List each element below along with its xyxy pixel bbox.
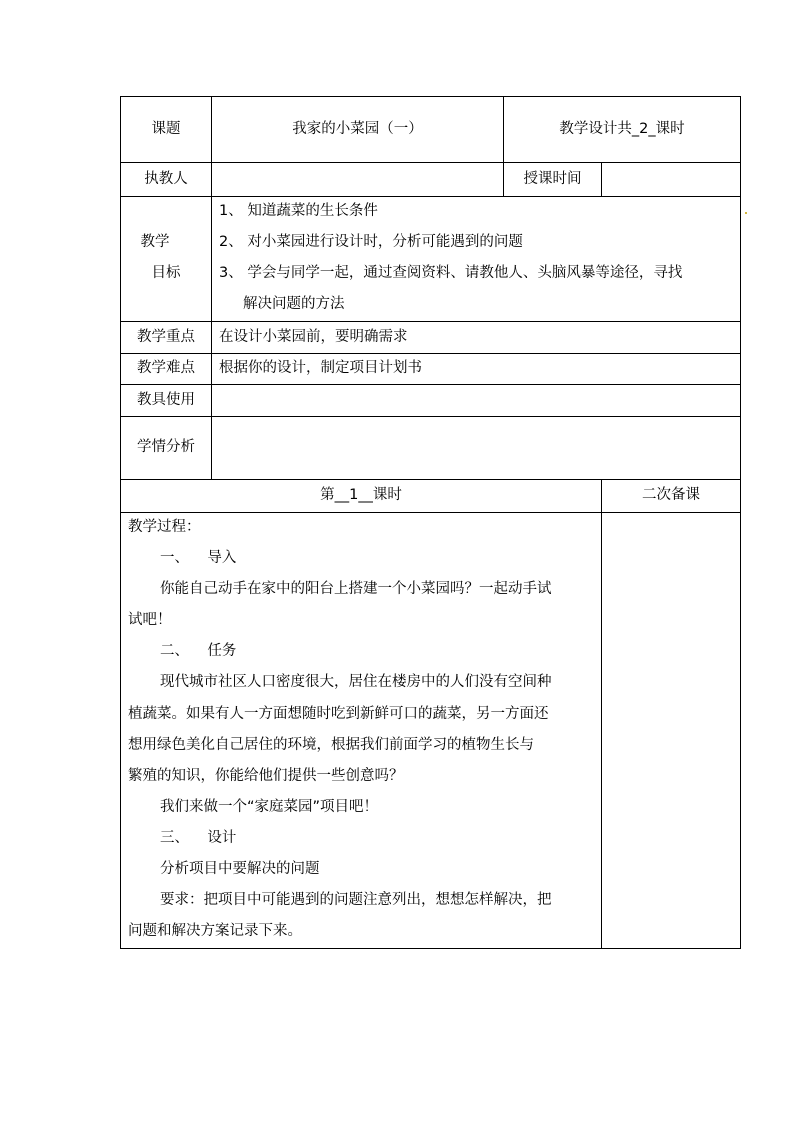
process-line: 植蔬菜。如果有人一方面想随时吃到新鲜可口的蔬菜，另一方面还 [128, 706, 549, 722]
tools-label: 教具使用 [137, 392, 195, 408]
process-line: 要求：把项目中可能遇到的问题注意列出，想想怎样解决，把 [160, 892, 552, 908]
objectives-label: 教学 [140, 234, 170, 250]
objective-item: 3、 学会与同学一起，通过查阅资料、请教他人、头脑风暴等途径，寻找 [219, 265, 683, 281]
key-point-label: 教学重点 [137, 329, 195, 345]
process-line: 繁殖的知识，你能给他们提供一些创意吗？ [128, 768, 404, 784]
topic-value: 我家的小菜园（一） [292, 121, 423, 137]
process-line: 想用绿色美化自己居住的环境，根据我们前面学习的植物生长与 [128, 737, 534, 753]
table-rule [120, 479, 740, 480]
table-rule [601, 162, 602, 196]
process-line: 分析项目中要解决的问题 [160, 861, 320, 877]
teacher-label: 执教人 [144, 171, 188, 187]
difficulty-label: 教学难点 [137, 360, 195, 376]
objective-item: 1、 知道蔬菜的生长条件 [219, 203, 378, 219]
process-line: 三、 设计 [160, 830, 237, 846]
objectives-label: 目标 [151, 265, 181, 281]
process-line: 一、 导入 [160, 550, 237, 566]
table-rule [120, 948, 740, 949]
process-line: 我们来做一个“家庭菜园”项目吧！ [160, 799, 379, 815]
table-rule [120, 96, 121, 949]
process-line: 试吧！ [128, 612, 172, 628]
table-rule [211, 96, 212, 480]
time-label: 授课时间 [523, 171, 582, 187]
table-rule [120, 96, 740, 97]
table-rule [120, 416, 740, 417]
key-point-value: 在设计小菜园前，要明确需求 [219, 329, 408, 345]
table-rule [120, 162, 740, 163]
process-line: 现代城市社区人口密度很大，居住在楼房中的人们没有空间种 [160, 674, 552, 690]
objective-item: 2、 对小菜园进行设计时，分析可能遇到的问题 [219, 234, 523, 250]
process-line: 问题和解决方案记录下来。 [128, 923, 302, 939]
process-heading: 教学过程： [128, 519, 201, 535]
table-rule [601, 479, 602, 949]
process-line: 你能自己动手在家中的阳台上搭建一个小菜园吗？一起动手试 [160, 581, 552, 597]
period-total: 教学设计共_2_课时 [559, 121, 685, 137]
objective-item: 解决问题的方法 [243, 296, 345, 312]
analysis-label: 学情分析 [137, 439, 195, 455]
topic-label: 课题 [151, 121, 181, 137]
stray-mark [745, 212, 747, 214]
second-preparation-title: 二次备课 [642, 487, 700, 503]
table-rule [120, 384, 740, 385]
table-rule [120, 512, 740, 513]
table-rule [120, 353, 740, 354]
difficulty-value: 根据你的设计，制定项目计划书 [219, 360, 422, 376]
session-title: 第__1__课时 [320, 487, 402, 503]
table-rule [740, 96, 741, 949]
process-line: 二、 任务 [160, 643, 237, 659]
table-rule [120, 196, 740, 197]
table-rule [120, 321, 740, 322]
